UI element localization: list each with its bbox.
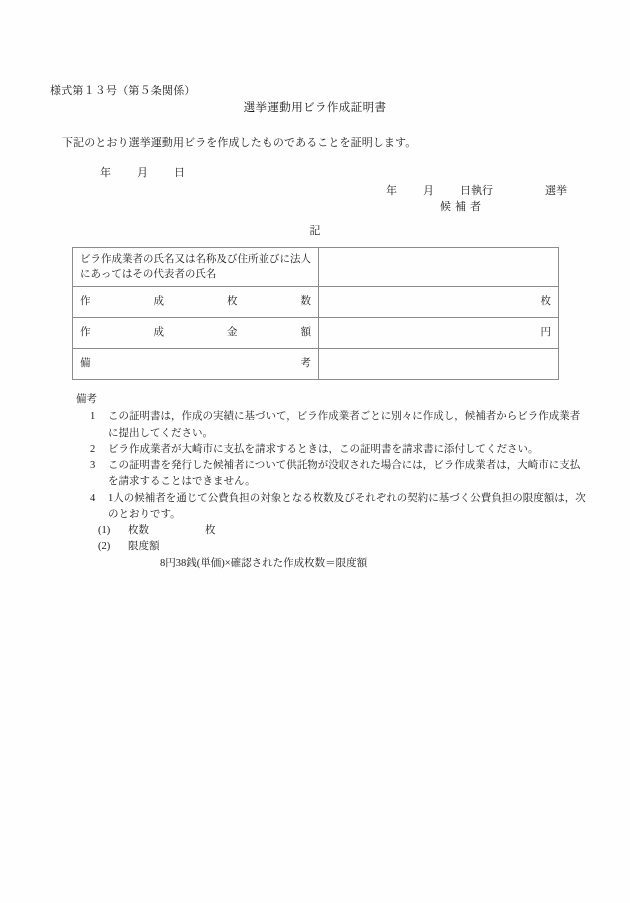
- note-item: [90, 442, 586, 458]
- note-number: 4: [90, 492, 96, 504]
- note-number: 2: [90, 443, 96, 455]
- sub-item-text: [128, 523, 586, 539]
- sub-item-number: (2): [98, 541, 111, 553]
- note-text: この証明書を発行した候補者について供託物が没収された場合には，ビラ作成業者は，大崎市に支払を請求することはできません。: [108, 460, 581, 488]
- certificate-table: [72, 247, 559, 380]
- issue-year-label: 年: [100, 167, 111, 179]
- label-char: 枚: [227, 296, 238, 308]
- sub-item-number: (1): [98, 525, 111, 537]
- label-char: 作: [80, 296, 91, 308]
- label-char: 成: [153, 327, 164, 339]
- table-row: [73, 248, 559, 287]
- label-char: 成: [153, 296, 164, 308]
- exec-day-label: 日執行: [460, 185, 493, 197]
- table-row: [73, 349, 559, 380]
- note-number: 1: [90, 411, 96, 423]
- table-row: [73, 287, 559, 318]
- note-item: [90, 458, 586, 491]
- note-text: ビラ作成業者が大崎市に支払を請求するときは，この証明書を請求書に添付してください。: [108, 443, 539, 455]
- note-sub-item: [98, 523, 586, 539]
- issue-date-line: [100, 164, 185, 180]
- sub-item-label: 限度額: [128, 541, 160, 553]
- note-text: この証明書は，作成の実績に基づいて，ビラ作成業者ごとに別々に作成し，候補者からビラ作成業者に提出してください。: [108, 411, 581, 439]
- remarks-label: [73, 357, 318, 372]
- sub-item-unit: 枚: [205, 525, 216, 537]
- note-sub-item: [98, 539, 586, 555]
- lead-statement: 下記のとおり選挙運動用ビラを作成したものであることを証明します。: [62, 137, 417, 149]
- label-char: 作: [80, 327, 91, 339]
- table-cell-label: [73, 349, 319, 380]
- note-item: [90, 491, 586, 524]
- label-char: 考: [300, 358, 311, 370]
- notes-section: [76, 392, 586, 572]
- printer-name-label: ビラ作成業者の氏名又は名称及び住所並びに法人にあってはその代表者の氏名: [80, 254, 311, 281]
- issue-month-label: 月: [137, 167, 148, 179]
- note-text: 1人の候補者を通じて公費負担の対象となる枚数及びそれぞれの契約に基づく公費負担の限度額は，次のとおりです。: [108, 492, 586, 520]
- print-amount-label: [73, 326, 318, 341]
- candidate-label: 候補者: [440, 201, 485, 213]
- table-row: [73, 318, 559, 349]
- table-cell-label: [73, 318, 319, 349]
- limit-formula: 8円38銭(単価)×確認された作成枚数＝限度額: [160, 557, 368, 569]
- label-char: 数: [300, 296, 311, 308]
- form-number: 様式第１３号（第５条関係）: [50, 85, 196, 97]
- note-item: [90, 409, 586, 442]
- label-char: 額: [300, 327, 311, 339]
- election-execution-line: [386, 182, 567, 198]
- note-number: 3: [90, 460, 96, 472]
- sub-item-label: 枚数: [128, 525, 149, 537]
- notes-heading: 備考: [76, 394, 97, 405]
- print-count-unit: 枚: [540, 296, 551, 308]
- ki-marker: 記: [309, 225, 321, 237]
- issue-day-label: 日: [174, 167, 185, 179]
- table-cell-value[interactable]: [319, 318, 559, 349]
- table-cell-label: [73, 287, 319, 318]
- table-cell-value[interactable]: [319, 349, 559, 380]
- print-count-label: [73, 295, 318, 310]
- exec-year-label: 年: [386, 185, 397, 197]
- label-char: 金: [227, 327, 238, 339]
- table-cell-label: [73, 248, 319, 287]
- print-amount-unit: 円: [540, 327, 551, 339]
- table-cell-value[interactable]: [319, 287, 559, 318]
- page-title: 選挙運動用ビラ作成証明書: [243, 102, 387, 114]
- exec-month-label: 月: [423, 185, 434, 197]
- table-cell-value[interactable]: [319, 248, 559, 287]
- election-label: 選挙: [545, 185, 567, 197]
- label-char: 備: [80, 358, 91, 370]
